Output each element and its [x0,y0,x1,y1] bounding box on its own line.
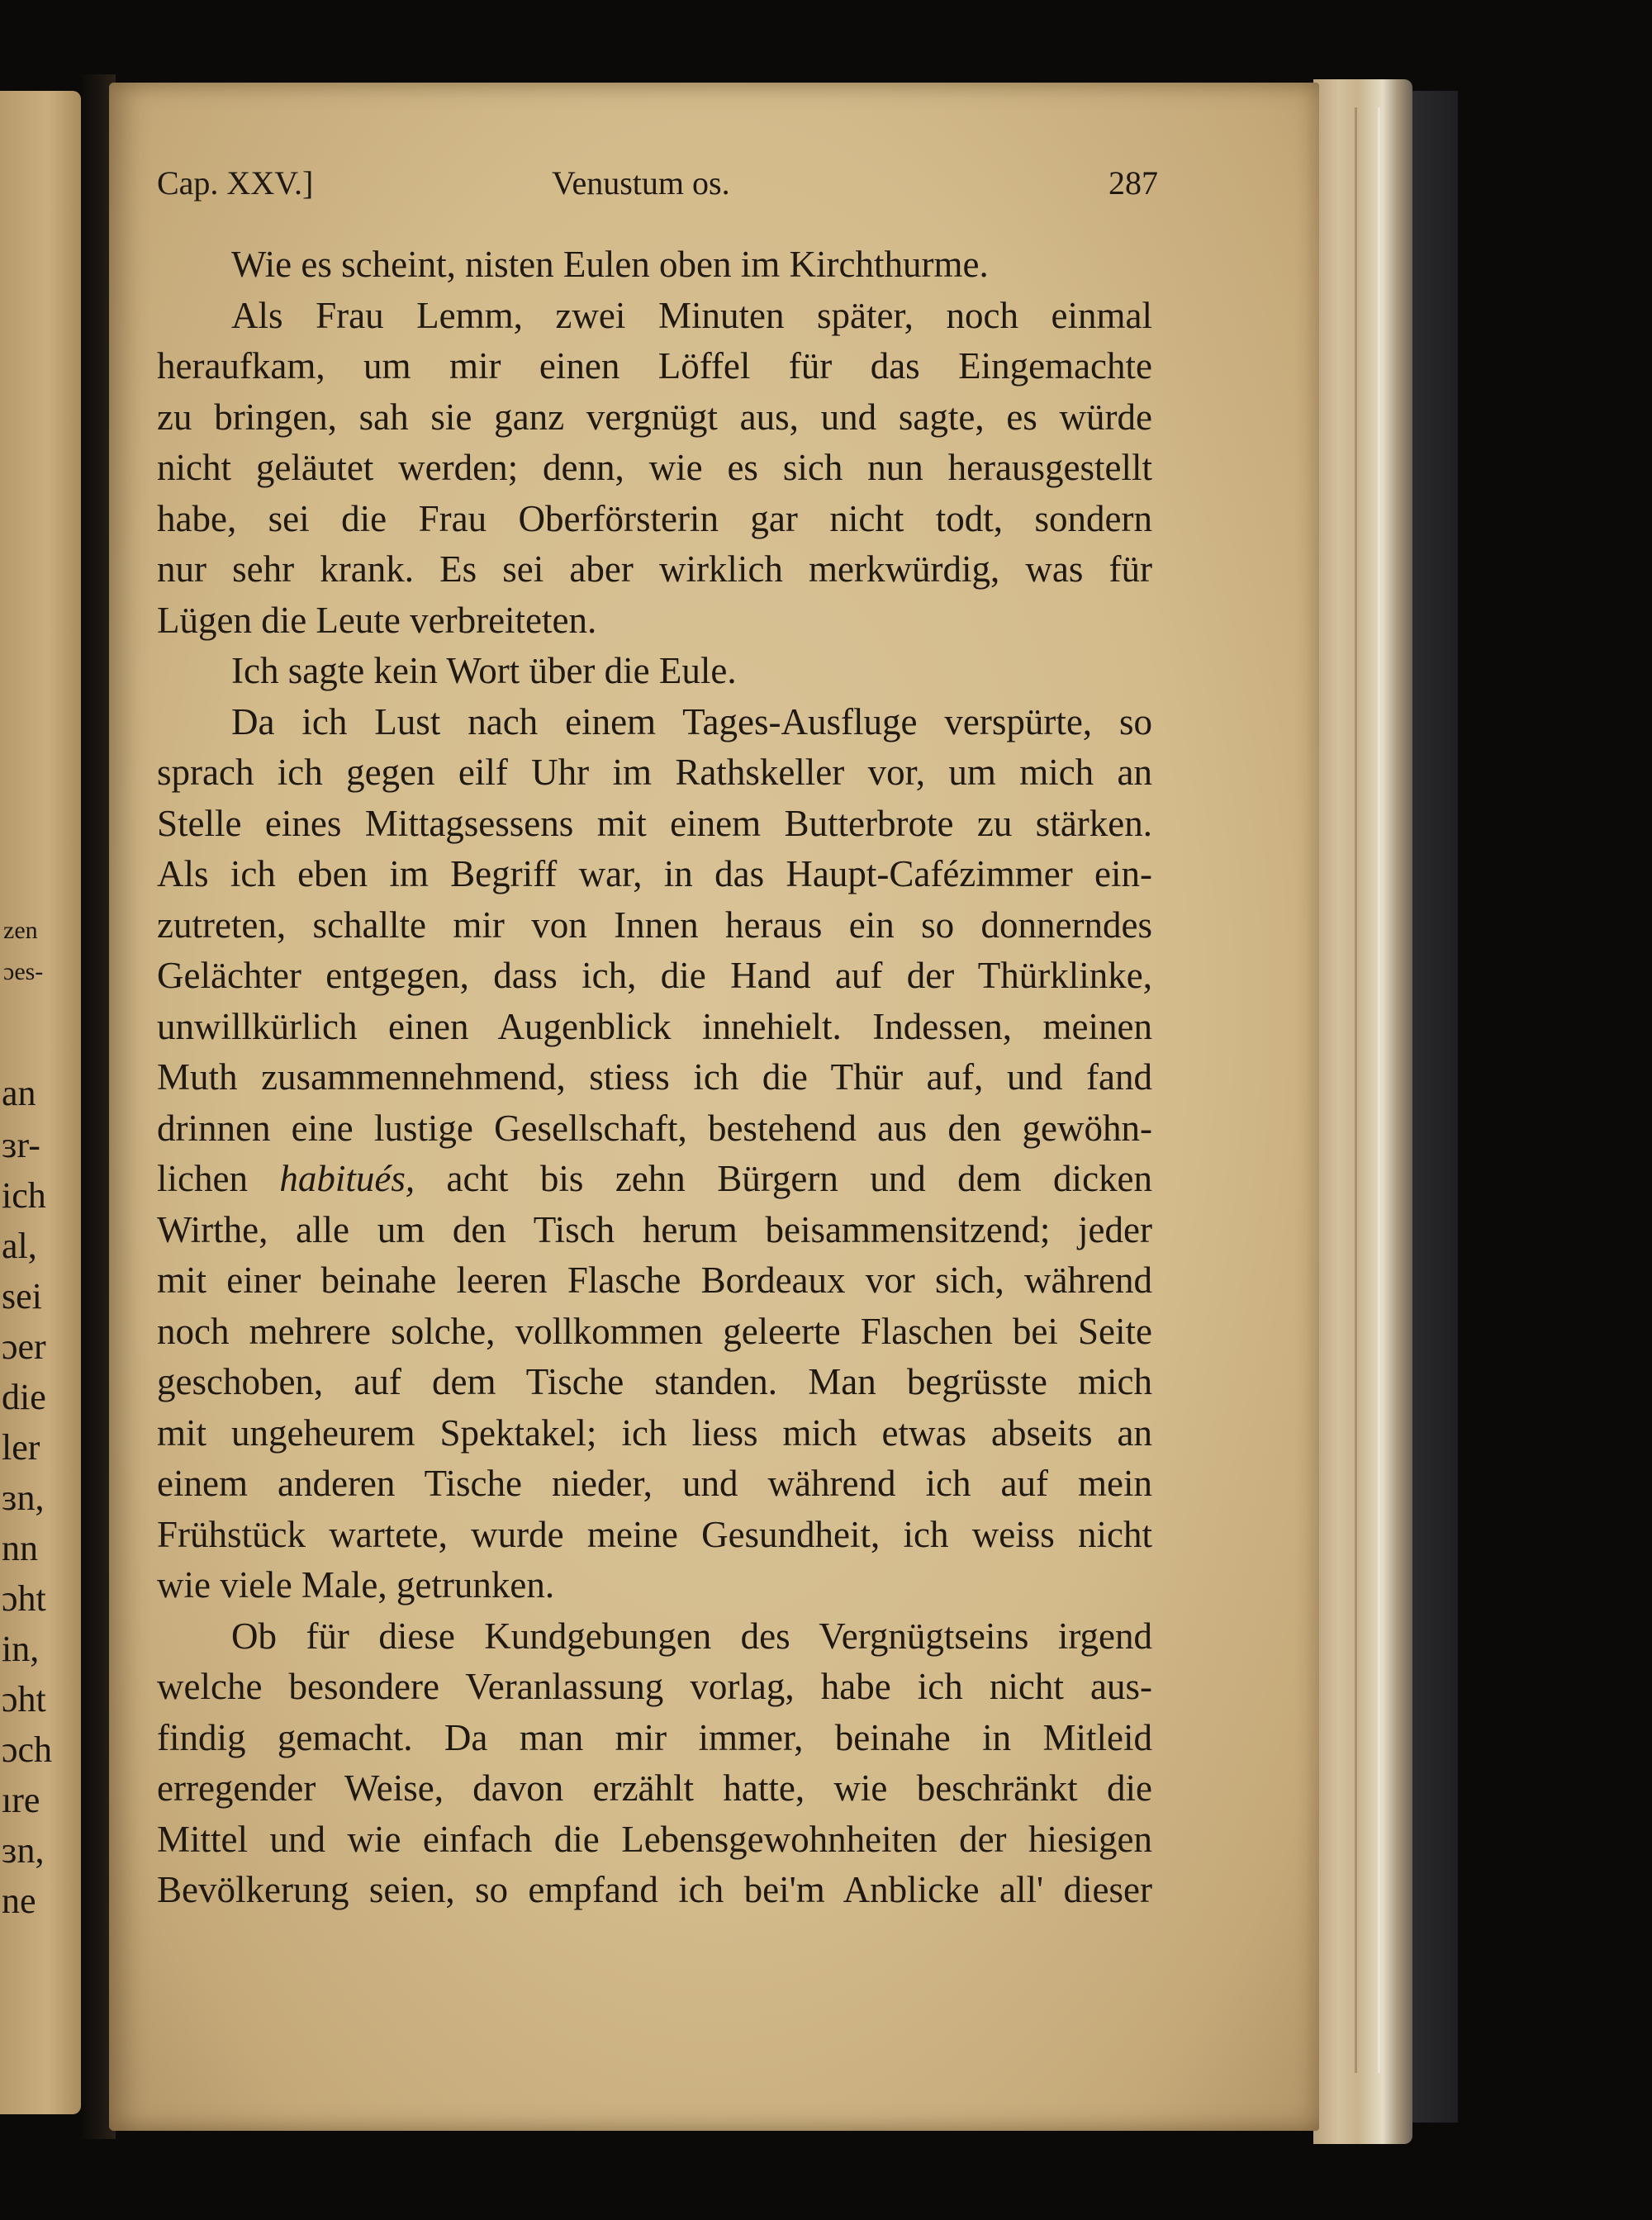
text-line: Stelle eines Mittagsessens mit einem Butterbrote zu stärken. [157,802,1152,844]
text-line: Muth zusammennehmend, stiess ich die Thür auf, und fand [157,1056,1152,1098]
left-fragment: ɜr- [2,1125,40,1165]
text-line: noch mehrere solche, vollkommen geleerte Flaschen bei Seite [157,1310,1152,1352]
text-line: nicht geläutet werden; denn, wie es sich nun herausgestellt [157,447,1152,488]
text-line: habe, sei die Frau Oberförsterin gar nicht todt, sondern [157,497,1152,539]
text-line: erregender Weise, davon erzählt hatte, wie beschränkt die [157,1767,1152,1809]
left-fragment: in, [2,1629,40,1669]
left-fragment: nn [2,1528,38,1568]
text-line: Wirthe, alle um den Tisch herum beisammensitzend; jeder [157,1208,1152,1250]
left-page-edge [0,91,81,2114]
text-line: zu bringen, sah sie ganz vergnügt aus, und sagte, es würde [157,396,1152,438]
text-line: drinnen eine lustige Gesellschaft, bestehend aus den gewöhn- [157,1107,1152,1149]
text-line: Als ich eben im Begriff war, in das Haupt-Cafézimmer ein- [157,853,1152,894]
page-stack-edge [1313,79,1412,2144]
text-line: mit ungeheurem Spektakel; ich liess mich etwas abseits an [157,1411,1152,1454]
text-line: sprach ich gegen eilf Uhr im Rathskeller vor, um mich an [157,752,1152,793]
text-segment: lichen [157,1158,248,1199]
text-line: Da ich Lust nach einem Tages-Ausfluge verspürte, so [231,700,1152,742]
left-fragment: ɔch [2,1729,53,1770]
page-number: 287 [1108,164,1158,202]
page-edge-line [1378,107,1380,2073]
text-line: geschoben, auf dem Tische standen. Man begrüsste mich [157,1361,1152,1402]
italic-word: habitués, [279,1158,415,1199]
left-fragment: ɔes- [3,958,44,985]
text-line: mit einer beinahe leeren Flasche Bordeaux vor sich, während [157,1259,1152,1301]
text-line: heraufkam, um mir einen Löffel für das Eingemachte [157,345,1152,387]
left-fragment: ler [2,1427,40,1468]
book-cover-edge [1408,91,1458,2123]
text-line: Wie es scheint, nisten Eulen oben im Kirchthurme. [231,244,989,285]
header-chapter: Cap. XXV.] [157,164,314,202]
left-fragment: sei [2,1276,42,1316]
text-line: zutreten, schallte mir von Innen heraus ein so donnerndes [157,904,1152,946]
text-line: Ob für diese Kundgebungen des Vergnügtseins irgend [231,1615,1152,1657]
text-line: nur sehr krank. Es sei aber wirklich merkwürdig, was für [157,548,1152,590]
header-title: Venustum os. [552,164,730,202]
text-line: Frühstück wartete, wurde meine Gesundheit, ich weiss nicht [157,1513,1152,1555]
left-fragment: ɔht [2,1679,46,1720]
left-fragment: an [2,1073,36,1113]
left-fragment: ne [2,1881,36,1921]
text-line: Mittel und wie einfach die Lebensgewohnheiten der hiesigen [157,1818,1152,1860]
page-edge-line [1355,107,1357,2073]
left-fragment: ɜn, [2,1478,45,1518]
text-line: Ich sagte kein Wort über die Eule. [231,650,737,691]
left-fragment: ɔer [2,1326,46,1367]
text-segment: acht bis zehn Bürgern und dem dicken [446,1158,1153,1199]
running-header [157,164,1158,205]
text-line: welche besondere Veranlassung vorlag, habe ich nicht aus- [157,1666,1152,1707]
text-line-with-italic [157,1154,1152,1205]
body-text [157,240,1152,1916]
text-line: einem anderen Tische nieder, und während ich auf mein [157,1463,1152,1504]
text-line: findig gemacht. Da man mir immer, beinahe in Mitleid [157,1716,1152,1758]
left-fragment: zen [3,917,38,944]
text-line: Als Frau Lemm, zwei Minuten später, noch einmal [231,294,1152,336]
text-line: Bevölkerung seien, so empfand ich bei'm Anblicke all' dieser [157,1869,1152,1910]
left-fragment: ich [2,1175,46,1216]
left-fragment: ɔht [2,1578,46,1619]
text-line: wie viele Male, getrunken. [157,1564,555,1606]
left-fragment: ıre [2,1780,40,1820]
text-line: Lügen die Leute verbreiteten. [157,599,597,641]
left-fragment: al, [2,1226,37,1266]
text-line: unwillkürlich einen Augenblick innehielt. Indessen, meinen [157,1005,1152,1047]
text-line: Gelächter entgegen, dass ich, die Hand auf der Thürklinke, [157,955,1152,996]
left-fragment: die [2,1377,46,1417]
left-fragment: ɜn, [2,1830,45,1871]
